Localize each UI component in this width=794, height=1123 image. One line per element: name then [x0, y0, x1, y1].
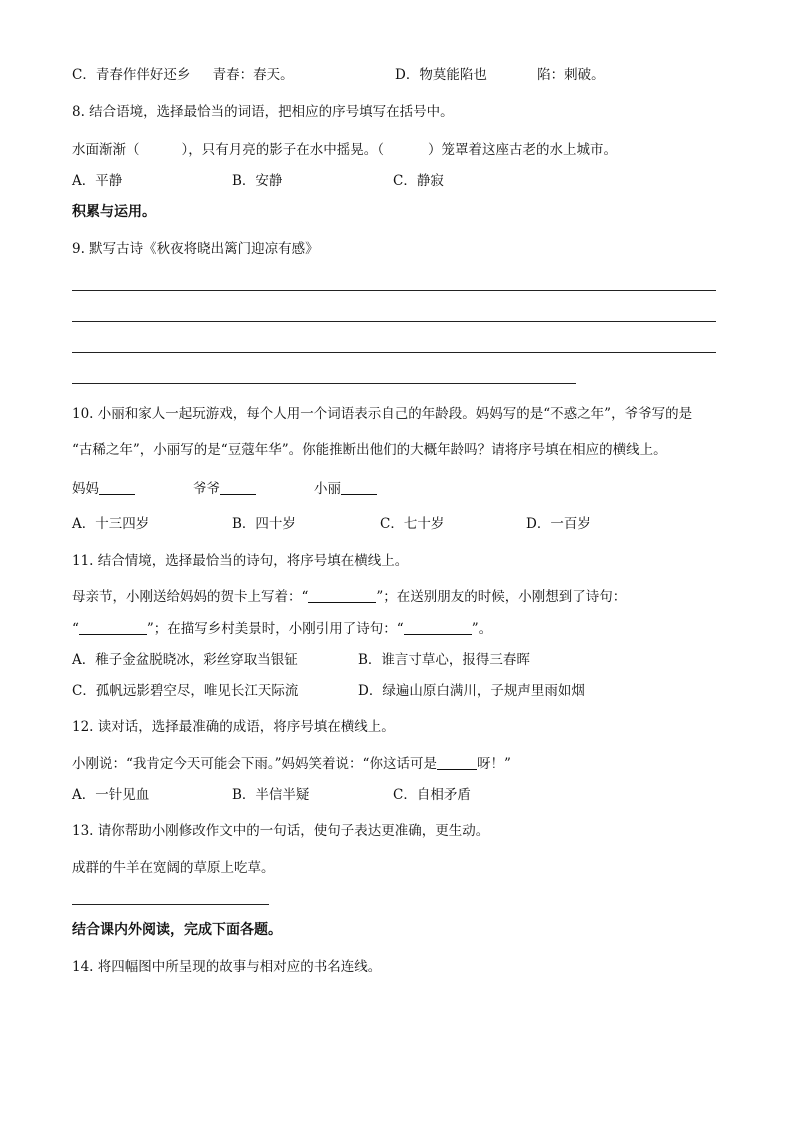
q7-option-d-row — [395, 66, 605, 84]
q9-question: 9. 默写古诗《秋夜将晓出篱门迎凉有感》 — [72, 241, 319, 257]
q10-question-line1: 10. 小丽和家人一起玩游戏，每个人用一个词语表示自己的年龄段。妈妈写的是“不惑之年”，爷爷写的是 — [72, 406, 693, 422]
q11-option-a: A．稚子金盆脱晓冰，彩丝穿取当银钲 — [72, 652, 298, 668]
q11-option-d: D．绿遍山原白满川，子规声里雨如烟 — [358, 683, 585, 699]
q10-xiaoli-blank: 小丽 — [314, 480, 377, 498]
q9-answer-line-4[interactable] — [72, 383, 576, 384]
q11-blank-3[interactable] — [404, 620, 472, 635]
q7-option-d-gloss: 陷：刺破。 — [537, 67, 605, 83]
q8-question: 8. 结合语境，选择最恰当的词语，把相应的序号填写在括号中。 — [72, 104, 454, 120]
q10-option-d: D．一百岁 — [526, 516, 591, 532]
q11-context-line2: “ ”；在描写乡村美景时，小刚引用了诗句：“ ”。 — [72, 621, 493, 637]
q10-option-a: A．十三四岁 — [72, 516, 150, 532]
q9-answer-line-2[interactable] — [72, 321, 716, 322]
q10-option-c: C．七十岁 — [380, 516, 445, 532]
q12-option-a: A．一针见血 — [72, 787, 150, 803]
q10-mom-blank: 妈妈 — [72, 480, 135, 498]
q8-option-c: C．静寂 — [393, 173, 444, 189]
q9-answer-line-3[interactable] — [72, 352, 716, 353]
q7-option-c-gloss: 青春：春天。 — [212, 67, 294, 83]
q12-answer-blank[interactable] — [437, 755, 477, 770]
q10-option-b: B．四十岁 — [232, 516, 296, 532]
q12-question: 12. 读对话，选择最准确的成语，将序号填在横线上。 — [72, 719, 395, 735]
q7-option-d: D．物莫能陷也 — [395, 67, 487, 83]
q10-mom-answer-line[interactable] — [99, 480, 135, 495]
q14-question: 14. 将四幅图中所呈现的故事与相对应的书名连线。 — [72, 959, 382, 975]
q8-option-b: B．安静 — [232, 173, 283, 189]
q8-option-a: A．平静 — [72, 173, 123, 189]
q11-question: 11. 结合情境，选择最恰当的诗句，将序号填在横线上。 — [72, 553, 409, 569]
q8-sentence: 水面渐渐（ ），只有月亮的影子在水中摇晃。（ ）笼罩着这座古老的水上城市。 — [72, 142, 617, 158]
q7-option-c-row — [72, 66, 294, 84]
q12-option-c: C．自相矛盾 — [393, 787, 471, 803]
q13-sentence: 成群的牛羊在宽阔的草原上吃草。 — [72, 860, 275, 876]
q10-grandpa-blank: 爷爷 — [193, 480, 256, 498]
q11-option-b: B．谁言寸草心，报得三春晖 — [358, 652, 530, 668]
q11-blank-2[interactable] — [79, 620, 147, 635]
q7-option-c: C．青春作伴好还乡 — [72, 67, 191, 83]
section-heading-accumulation: 积累与运用。 — [72, 204, 156, 220]
q12-dialog: 小刚说：“我肯定今天可能会下雨。”妈妈笑着说：“你这话可是 呀！” — [72, 756, 511, 772]
q9-answer-line-1[interactable] — [72, 290, 716, 291]
q10-xiaoli-answer-line[interactable] — [341, 480, 377, 495]
q13-question: 13. 请你帮助小刚修改作文中的一句话，使句子表达更准确，更生动。 — [72, 823, 490, 839]
q13-answer-line[interactable] — [72, 904, 269, 905]
q11-context-line1: 母亲节，小刚送给妈妈的贺卡上写着：“ ”；在送别朋友的时候，小刚想到了诗句： — [72, 589, 627, 605]
q11-blank-1[interactable] — [308, 588, 376, 603]
q11-option-c: C．孤帆远影碧空尽，唯见长江天际流 — [72, 683, 299, 699]
q12-option-b: B．半信半疑 — [232, 787, 310, 803]
q10-question-line2: “古稀之年”，小丽写的是“豆蔻年华”。你能推断出他们的大概年龄吗？请将序号填在相应的横线上。 — [72, 442, 667, 458]
q10-grandpa-answer-line[interactable] — [220, 480, 256, 495]
section-heading-reading: 结合课内外阅读，完成下面各题。 — [72, 922, 282, 938]
